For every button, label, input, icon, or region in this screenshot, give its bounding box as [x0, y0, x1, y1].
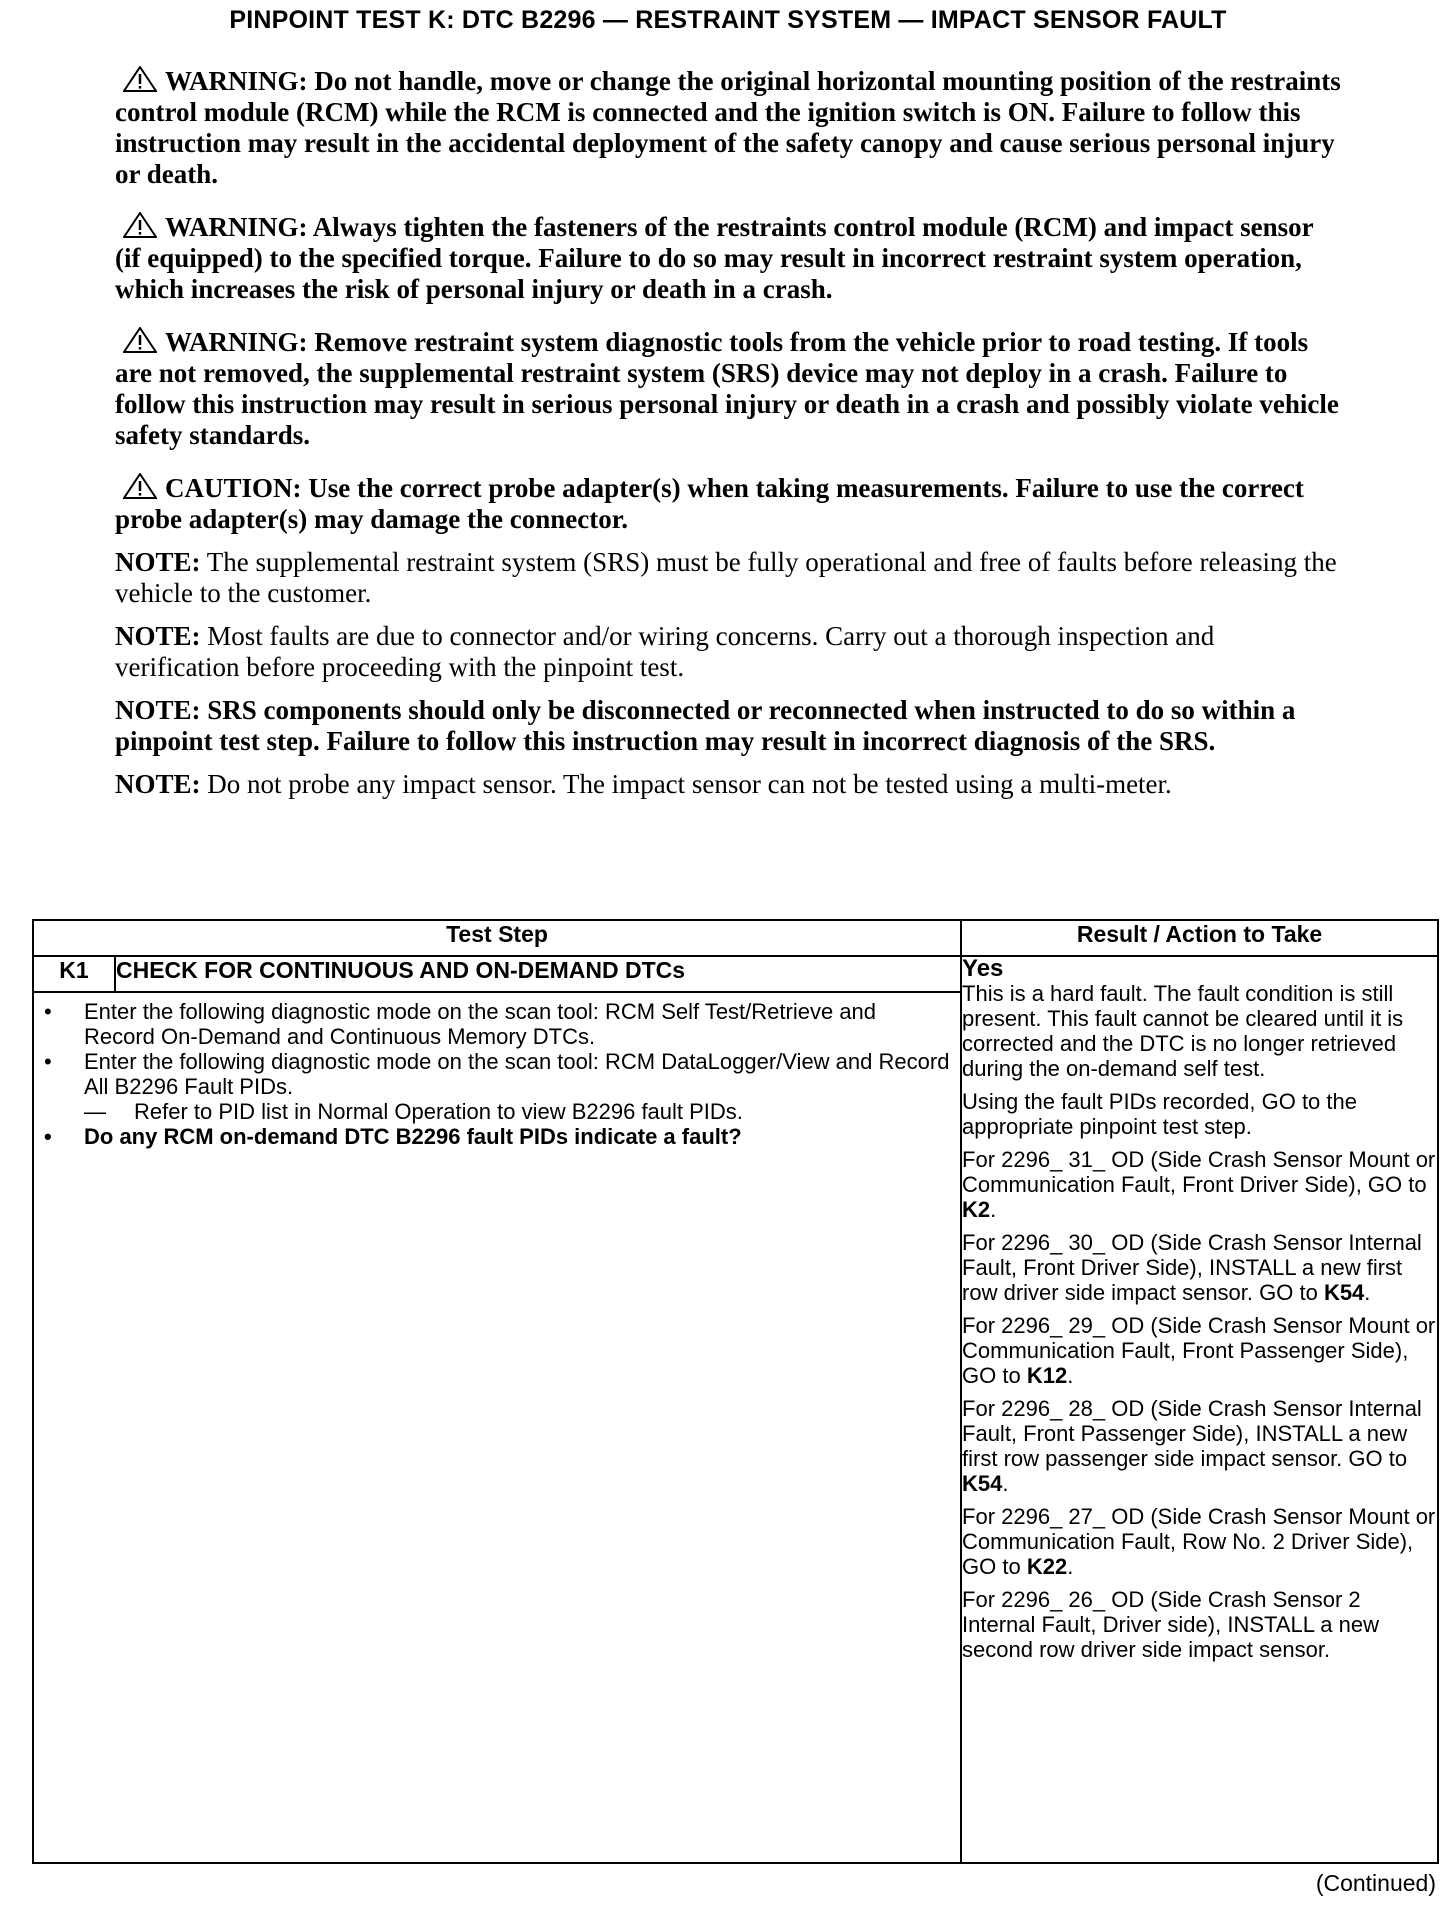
sub-action: — Refer to PID list in Normal Operation to view B2296 fault PIDs.: [84, 1099, 743, 1124]
step-actions-cell: [33, 992, 961, 1863]
result-paragraph: For 2296_ 26_ OD (Side Crash Sensor 2 Internal Fault, Driver side), INSTALL a new second row driver side impact sensor.: [962, 1587, 1379, 1662]
note-1-text: The supplemental restraint system (SRS) must be fully operational and free of faults before releasing the vehicle to the customer.: [115, 547, 1337, 608]
goto-step-link: K12: [1026, 1363, 1068, 1388]
warning-2: [115, 212, 1345, 305]
note-label: NOTE:: [115, 547, 201, 577]
goto-step-link: K54: [1323, 1280, 1365, 1305]
warning-3: [115, 327, 1345, 451]
step-question: • Do any RCM on-demand DTC B2296 fault PIDs indicate a fault?: [44, 1124, 742, 1149]
note-label: NOTE:: [115, 769, 201, 799]
note-label: NOTE:: [115, 621, 201, 651]
step-actions-list: [34, 999, 960, 1149]
result-paragraph: For 2296_ 27_ OD (Side Crash Sensor Mount or Communication Fault, Row No. 2 Driver Side), GO to K22.: [962, 1504, 1436, 1579]
continued-label: (Continued): [1315, 1870, 1436, 1896]
warning-1: [115, 66, 1345, 190]
header-result-action: Result / Action to Take: [961, 920, 1438, 956]
step-title: CHECK FOR CONTINUOUS AND ON-DEMAND DTCs: [115, 956, 961, 992]
pinpoint-test-table: [32, 919, 1439, 1864]
result-paragraph: For 2296_ 29_ OD (Side Crash Sensor Mount or Communication Fault, Front Passenger Side), GO to K12.: [962, 1313, 1436, 1388]
step-id: K1: [33, 956, 115, 992]
safety-notices: [115, 66, 1345, 812]
note-3-text: SRS components should only be disconnected or reconnected when instructed to do so within a pinpoint test step. Failure to follow this instruction may result in incorrect diagnosis of the SRS.: [115, 695, 1296, 756]
note-1: [115, 547, 1345, 609]
goto-step-link: K22: [1026, 1554, 1068, 1579]
note-label: NOTE:: [115, 695, 201, 725]
result-paragraph: Using the fault PIDs recorded, GO to the appropriate pinpoint test step.: [962, 1089, 1357, 1139]
note-4: [115, 769, 1345, 800]
warning-1-text: WARNING: Do not handle, move or change the original horizontal mounting position of the restraints control module (RCM) while the RCM is connected and the ignition switch is ON. Failure to follow this instruction may result in the accidental deployment of the safety canopy and cause serious personal injury or death.: [115, 66, 1341, 189]
result-yes-label: Yes: [962, 955, 1004, 982]
result-paragraph: For 2296_ 28_ OD (Side Crash Sensor Internal Fault, Front Passenger Side), INSTALL a new first row passenger side impact sensor. GO to K54.: [962, 1396, 1422, 1496]
bullet-icon: •: [44, 999, 52, 1024]
step-action: • Enter the following diagnostic mode on the scan tool: RCM DataLogger/View and Record All B2296 Fault PIDs. — Refer to PID list in Normal Operation to view B2296 fault PIDs.: [44, 1049, 950, 1124]
warning-triangle-icon: [123, 212, 157, 238]
result-paragraph: For 2296_ 31_ OD (Side Crash Sensor Mount or Communication Fault, Front Driver Side), GO to K2.: [962, 1147, 1436, 1222]
dash-icon: —: [84, 1099, 106, 1124]
warning-2-text: WARNING: Always tighten the fasteners of the restraints control module (RCM) and impact sensor (if equipped) to the specified torque. Failure to do so may result in incorrect restraint system operation, which increases the risk of personal injury or death in a crash.: [115, 212, 1314, 304]
note-2: [115, 621, 1345, 683]
result-paragraph: This is a hard fault. The fault condition is still present. This fault cannot be cleared until it is corrected and the DTC is no longer retrieved during the on-demand self test.: [962, 981, 1404, 1081]
result-paragraph: For 2296_ 30_ OD (Side Crash Sensor Internal Fault, Front Driver Side), INSTALL a new first row driver side impact sensor. GO to K54.: [962, 1230, 1422, 1305]
header-test-step: Test Step: [33, 920, 961, 956]
page-title: PINPOINT TEST K: DTC B2296 — RESTRAINT SYSTEM — IMPACT SENSOR FAULT: [229, 6, 1227, 34]
bullet-icon: •: [44, 1124, 52, 1149]
warning-triangle-icon: [123, 327, 157, 353]
caution-1: [115, 473, 1345, 535]
warning-triangle-icon: [123, 66, 157, 92]
note-2-text: Most faults are due to connector and/or wiring concerns. Carry out a thorough inspection and verification before proceeding with the pinpoint test.: [115, 621, 1215, 682]
caution-1-text: CAUTION: Use the correct probe adapter(s) when taking measurements. Failure to use the correct probe adapter(s) may damage the connector.: [115, 473, 1304, 534]
goto-step-link: K54: [962, 1471, 1003, 1496]
note-3: [115, 695, 1345, 757]
note-4-text: Do not probe any impact sensor. The impact sensor can not be tested using a multi-meter.: [207, 769, 1172, 799]
warning-3-text: WARNING: Remove restraint system diagnostic tools from the vehicle prior to road testing. If tools are not removed, the supplemental restraint system (SRS) device may not deploy in a crash. Failure to follow this instruction may result in serious personal injury or death in a crash and possibly violate vehicle safety standards.: [115, 327, 1339, 450]
warning-triangle-icon: [123, 473, 157, 499]
goto-step-link: K2: [962, 1197, 991, 1222]
step-action: • Enter the following diagnostic mode on the scan tool: RCM Self Test/Retrieve and Record On-Demand and Continuous Memory DTCs.: [44, 999, 877, 1049]
result-cell: [961, 956, 1438, 1863]
bullet-icon: •: [44, 1049, 52, 1074]
